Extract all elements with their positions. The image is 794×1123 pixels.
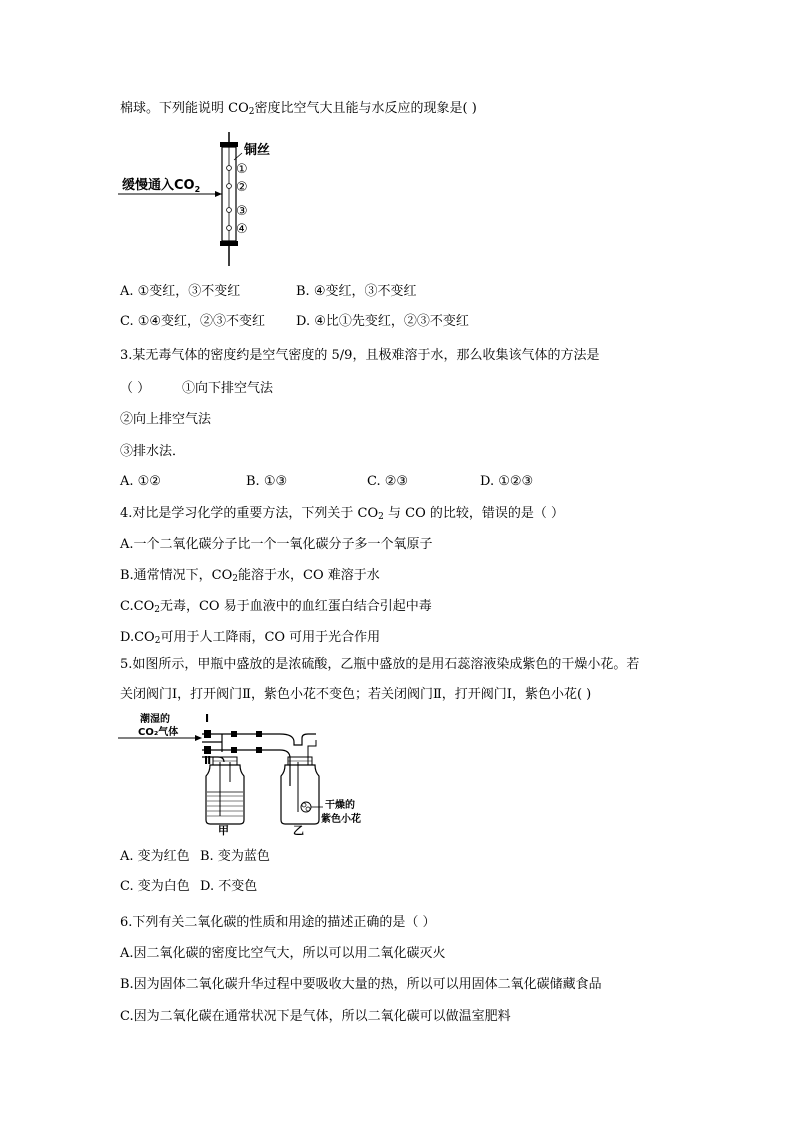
flower-label-line2: 紫色小花 [321,814,361,825]
valve-2-label: Ⅱ [204,754,212,767]
q4-option-c[interactable]: $C.CO_2$无毒，CO 易于血液中的血红蛋白结合引起中毒 [120,599,432,615]
q2-intro: 棉球。下列能说明 $CO_2$密度比空气大且能与水反应的现象是( ) [120,101,477,117]
copper-wire-label: 铜丝 [244,143,271,158]
marker-1: ① [236,162,248,177]
option-a[interactable]: A. ①变红，③不变红 [120,284,241,299]
q5-options-row2 [120,878,257,896]
valve-1-label: Ⅰ [205,712,210,725]
inlet-label: 缓慢通入$CO_2$ [122,178,201,194]
q5-stem-line2: 关闭阀门Ⅰ，打开阀门Ⅱ，紫色小花不变色；若关闭阀门Ⅱ，打开阀门Ⅰ，紫色小花( ) [120,687,592,702]
gas-label-line2: CO₂气体 [138,727,179,738]
q3-options [120,473,533,491]
option-c[interactable]: C. 变为白色 [120,879,190,894]
q3-line2: （ ） ①向下排空气法 [120,381,274,396]
q4-option-b[interactable]: B.通常情况下，$CO_2$能溶于水，CO 难溶于水 [120,568,380,584]
q4-option-d[interactable]: $D.CO_2$可用于人工降雨，CO 可用于光合作用 [120,630,381,646]
option-a[interactable]: A. 变为红色 [120,849,190,864]
q6-option-b[interactable]: B.因为固体二氧化碳升华过程中要吸收大量的热，所以可以用固体二氧化碳储藏食品 [120,977,602,992]
q3-item-1: ①向下排空气法 [182,381,274,396]
q2-options-row1 [120,283,416,301]
q3-item-3: ③排水法． [120,444,186,459]
marker-2: ② [236,180,248,195]
flower-label-line1: 干燥的 [325,800,355,811]
q3-item-2: ②向上排空气法 [120,412,212,427]
q6-option-c[interactable]: C.因为二氧化碳在通常状况下是气体，所以二氧化碳可以做温室肥料 [120,1009,511,1024]
marker-3: ③ [236,204,248,219]
q4-stem: 4.对比是学习化学的重要方法，下列关于 $CO_2$ 与 CO 的比较，错误的是（ ） [120,506,565,522]
marker-4: ④ [236,222,248,237]
option-d[interactable]: D. 不变色 [200,879,258,894]
option-b[interactable]: B. ①③ [246,474,288,489]
q5-apparatus-figure [118,712,378,837]
option-d[interactable]: D. ①②③ [480,474,534,489]
q4-option-a[interactable]: A.一个二氧化碳分子比一个一氧化碳分子多一个氧原子 [120,537,433,552]
q2-options-row2 [120,313,469,331]
option-a[interactable]: A. ①② [120,474,161,489]
option-b[interactable]: B. ④变红，③不变红 [296,284,417,299]
q6-option-a[interactable]: A.因二氧化碳的密度比空气大，所以可以用二氧化碳灭火 [120,946,446,961]
gas-label-line1: 潮湿的 [140,714,170,725]
q5-stem-line1: 5.如图所示，甲瓶中盛放的是浓硫酸，乙瓶中盛放的是用石蕊溶液染成紫色的干燥小花。若 [120,657,640,672]
flask-jia-label: 甲 [218,824,229,837]
option-b[interactable]: B. 变为蓝色 [200,849,270,864]
q3-stem: 3.某无毒气体的密度约是空气密度的 5/9，且极难溶于水，那么收集该气体的方法是 [120,348,600,363]
q5-options-row1 [120,848,270,866]
option-c[interactable]: C. ②③ [367,474,409,489]
q6-stem: 6.下列有关二氧化碳的性质和用途的描述正确的是（ ） [120,915,436,930]
option-c[interactable]: C. ①④变红，②③不变红 [120,314,266,329]
q2-glass-tube-figure [118,132,288,272]
flask-yi-label: 乙 [293,824,304,837]
option-d[interactable]: D. ④比①先变红，②③不变红 [296,314,469,329]
